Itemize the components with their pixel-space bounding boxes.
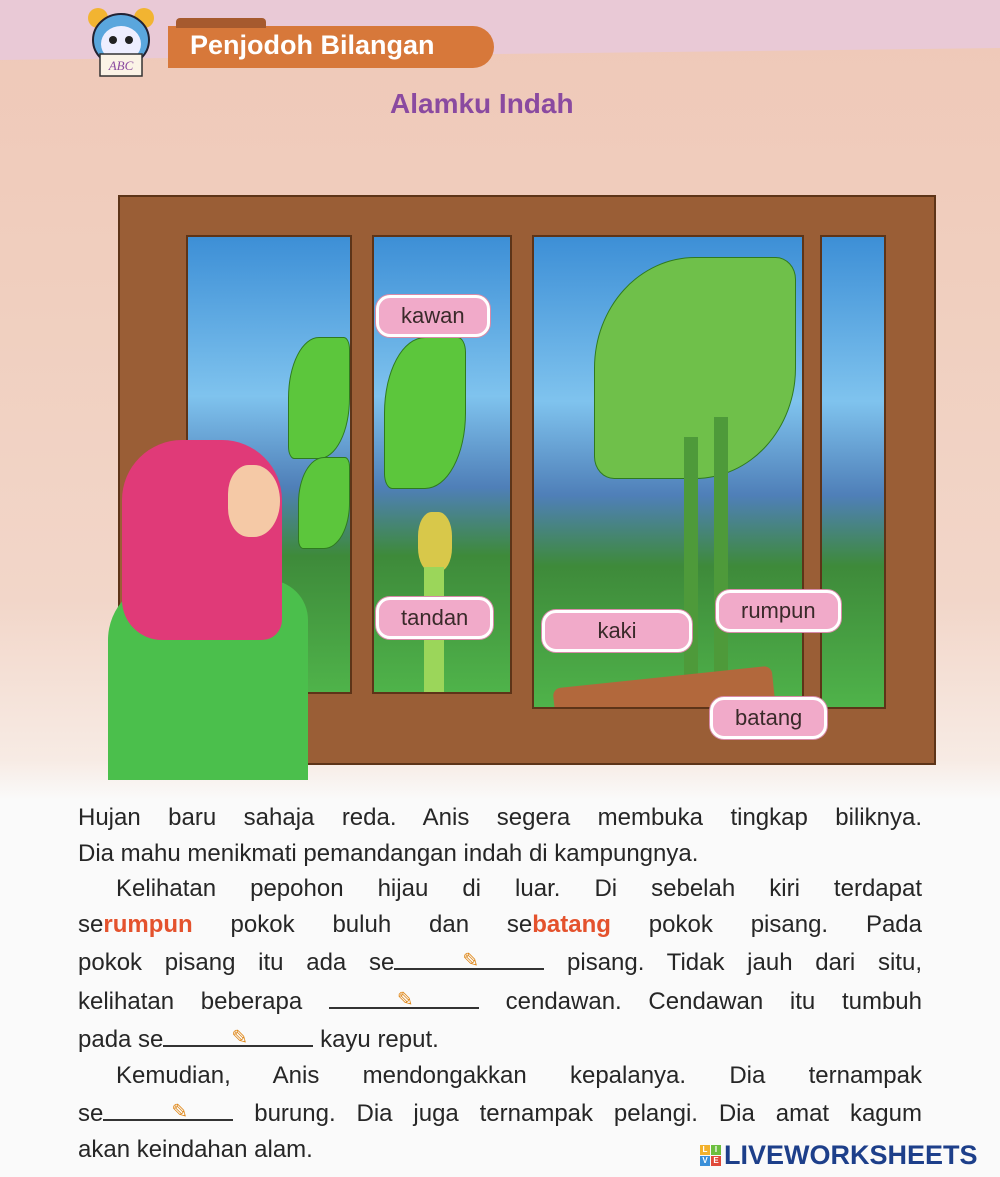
pencil-icon: ✎ [396,988,414,1011]
text: kelihatan beberapa [78,987,329,1015]
passage-line: Kemudian, Anis mendongakkan kepalanya. Dia ternampak [116,1061,922,1089]
word-card-tandan[interactable]: tandan [376,597,493,639]
passage-line [78,942,922,981]
word-card-batang[interactable]: batang [710,697,827,739]
passage-line [78,981,922,1020]
answer-blank-3[interactable] [163,1019,313,1047]
text: pokok pisang. Pada [610,910,922,938]
answer-input-4[interactable] [103,1093,237,1121]
answer-blank-4[interactable] [103,1093,233,1121]
liveworksheets-logo [700,1140,978,1171]
passage-line: Hujan baru sahaja reda. Anis segera membuka tingkap biliknya. [78,804,922,831]
text: pokok pisang itu ada se [78,949,395,976]
svg-text:ABC: ABC [108,58,134,73]
answer-input-1[interactable] [394,942,548,970]
answer-input-2[interactable] [329,981,483,1009]
word-card-kawan[interactable]: kawan [376,295,490,337]
word-card-kaki[interactable]: kaki [542,610,692,652]
text: cendawan. Cendawan itu tumbuh [478,987,922,1015]
text: se [78,910,104,938]
story-passage [78,800,922,1167]
pencil-icon: ✎ [231,1027,249,1049]
passage-line: Kelihatan pepohon hijau di luar. Di sebelah kiri terdapat [116,875,922,902]
text: pada se [78,1026,164,1053]
story-title: Alamku Indah [390,88,574,119]
text: pisang. Tidak jauh dari situ, [544,949,922,976]
text: batang [532,910,611,938]
logo-text: LIVEWORKSHEETS [724,1140,978,1170]
answer-blank-2[interactable] [329,981,479,1009]
text: se [78,1100,104,1127]
passage-line: akan keindahan alam. [78,1135,313,1163]
passage-line [78,907,922,943]
word-card-rumpun[interactable]: rumpun [716,590,841,632]
window-pane [820,235,886,709]
pencil-icon: ✎ [171,1101,189,1123]
mascot-icon [84,6,158,78]
girl-face [228,465,280,537]
passage-line: Dia mahu menikmati pemandangan indah di kampungnya. [78,839,699,867]
text: pokok buluh dan se [192,910,533,938]
pencil-icon: ✎ [462,950,480,972]
answer-blank-1[interactable] [394,942,544,970]
text: kayu reput. [313,1026,439,1053]
highlight-word: rumpun [103,910,193,938]
text: burung. Dia juga ternampak pelangi. Dia amat kagum [233,1100,922,1127]
answer-input-3[interactable] [163,1019,317,1047]
page-title: Penjodoh Bilangan [190,30,435,60]
passage-line [78,1019,922,1058]
logo-icon: L I V E [700,1145,721,1166]
passage-line [78,1093,922,1132]
